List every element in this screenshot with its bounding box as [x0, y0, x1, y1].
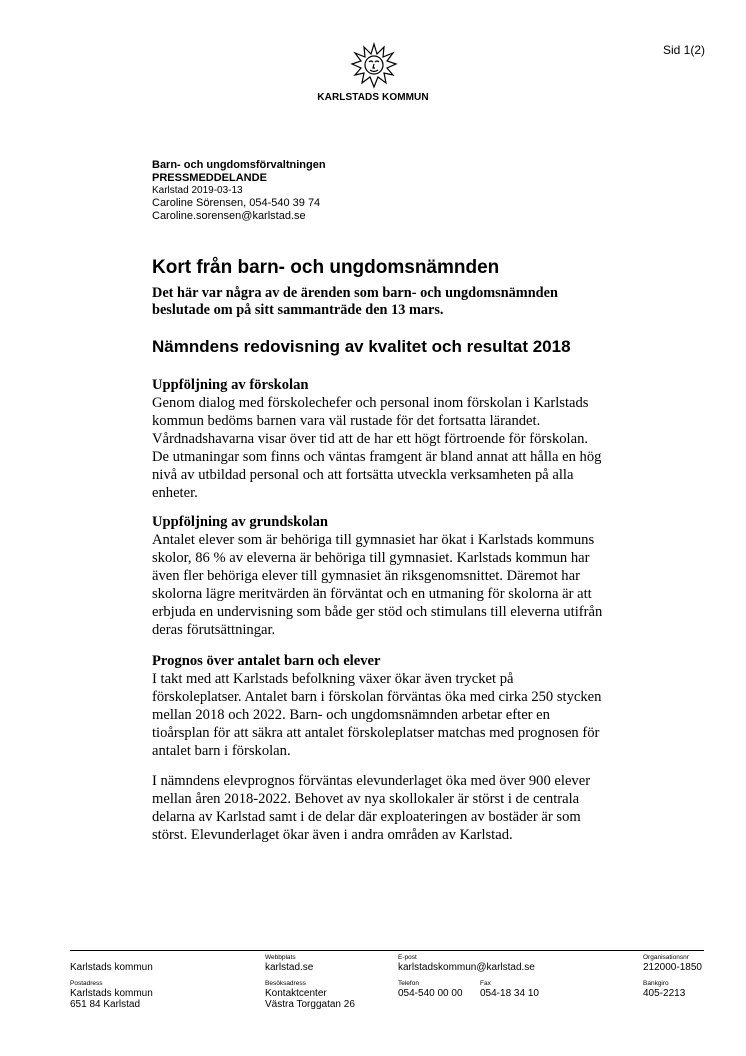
document-type: PRESSMEDDELANDE: [152, 172, 267, 184]
department: Barn- och ungdomsförvaltningen: [152, 159, 326, 171]
section-elevprognos: [152, 772, 622, 844]
section-grundskolan: [152, 513, 622, 639]
footer-fax: [480, 980, 539, 999]
footer-label: E-post: [398, 954, 417, 961]
footer-label: Organisationsnr: [643, 954, 689, 961]
footer-postadress: [70, 980, 153, 1010]
subsection-heading: Prognos över antalet barn och elever: [152, 653, 381, 669]
body-line: delarna av Karlstad samt i de delar där exploateringen av bostäder är som: [152, 809, 581, 825]
footer-value: Karlstads kommun: [70, 962, 153, 973]
lead-paragraph: [152, 285, 612, 319]
footer-value: Västra Torggatan 26: [265, 999, 355, 1010]
lead-line: beslutade om på sitt sammanträde den 13 mars.: [152, 302, 444, 318]
sender-block: [152, 159, 326, 223]
footer-label: Bankgiro: [643, 980, 669, 987]
footer-label: Telefon: [398, 980, 419, 987]
section-forskolan: [152, 376, 622, 502]
footer-value: 405-2213: [643, 988, 686, 999]
section-heading: Nämndens redovisning av kvalitet och resultat 2018: [152, 337, 571, 356]
page-number: Sid 1(2): [662, 43, 705, 57]
body-line: mellan 2018 och 2022. Barn- och ungdomsnämnden arbetar efter en: [152, 707, 550, 723]
body-line: De utmaningar som finns och väntas framgent är bland annat att hålla en hög: [152, 449, 602, 465]
body-line: I takt med att Karlstads befolkning växer ökar även trycket på: [152, 671, 514, 687]
contact-person: Caroline Sörensen, 054-540 39 74: [152, 197, 321, 209]
body-line: förskoleplatser. Antalet barn i förskolan förväntas öka med cirka 250 stycken: [152, 689, 602, 705]
body-line: Vårdnadshavarna visar över tid att de har ett högt förtroende för förskolan.: [152, 431, 589, 447]
footer-value: 054-540 00 00: [398, 988, 463, 999]
body-line: skolor, 86 % av eleverna är behöriga till gymnasiet. Karlstads kommun har: [152, 550, 590, 566]
footer-value: karlstad.se: [265, 962, 314, 973]
footer-label: Fax: [480, 980, 491, 987]
subsection-heading: Uppföljning av förskolan: [152, 377, 309, 393]
body-line: tioårsplan för att säkra att antalet förskoleplatser matchas med prognosen för: [152, 725, 600, 741]
footer-bankgiro: [643, 980, 685, 999]
body-line: Genom dialog med förskolechefer och personal inom förskolan i Karlstads: [152, 395, 589, 411]
footer-org-name: [70, 962, 153, 973]
press-title: Kort från barn- och ungdomsnämnden: [152, 257, 500, 278]
footer-orgnr: [643, 954, 702, 973]
footer-besoksadress: [265, 980, 355, 1010]
footer-email: [398, 954, 535, 973]
footer-value: 054-18 34 10: [480, 988, 539, 999]
footer-value: karlstadskommun@karlstad.se: [398, 962, 535, 973]
body-line: antalet barn i förskolan.: [152, 743, 291, 759]
body-line: I nämndens elevprognos förväntas elevunderlaget öka med över 900 elever: [152, 773, 591, 789]
body-line: deras förutsättningar.: [152, 622, 276, 638]
body-line: erbjuda en undervisning som både ger stöd och stimulans till eleverna utifrån: [152, 604, 603, 620]
footer-label: Webbplats: [265, 954, 296, 961]
section-prognos: [152, 652, 622, 760]
body-line: även fler behöriga elever till gymnasiet än riksgenomsnittet. Däremot har: [152, 568, 580, 584]
footer-divider: [70, 950, 704, 951]
footer-label: Besöksadress: [265, 980, 306, 987]
footer-webb: [265, 954, 313, 973]
lead-line: Det här var några av de ärenden som barn- och ungdomsnämnden: [152, 285, 558, 301]
footer-value: 651 84 Karlstad: [70, 999, 141, 1010]
date-line: Karlstad 2019-03-13: [152, 185, 243, 196]
body-line: mellan åren 2018-2022. Behovet av nya skollokaler är störst i de centrala: [152, 791, 580, 807]
footer-label: Postadress: [70, 980, 103, 987]
footer-value: Kontaktcenter: [265, 988, 327, 999]
footer-telefon: [398, 980, 463, 999]
contact-email: Caroline.sorensen@karlstad.se: [152, 210, 306, 222]
body-line: enheter.: [152, 485, 198, 501]
footer-value: 212000-1850: [643, 962, 702, 973]
body-line: Antalet elever som är behöriga till gymnasiet har ökat i Karlstads kommuns: [152, 532, 595, 548]
logo-text: KARLSTADS KOMMUN: [317, 92, 429, 103]
body-line: nivå av utbildad personal och att fortsätta utveckla verksamheten på alla: [152, 467, 574, 483]
body-line: störst. Elevunderlaget ökar även i andra områden av Karlstad.: [152, 827, 513, 843]
footer-value: Karlstads kommun: [70, 988, 153, 999]
body-line: kommun bedöms barnen vara väl rustade för det fortsatta lärandet.: [152, 413, 541, 429]
sun-logo-icon: [332, 42, 416, 90]
subsection-heading: Uppföljning av grundskolan: [152, 514, 329, 530]
body-line: skolorna lägre meritvärden än förväntat och en utmaning för skolorna är att: [152, 586, 592, 602]
